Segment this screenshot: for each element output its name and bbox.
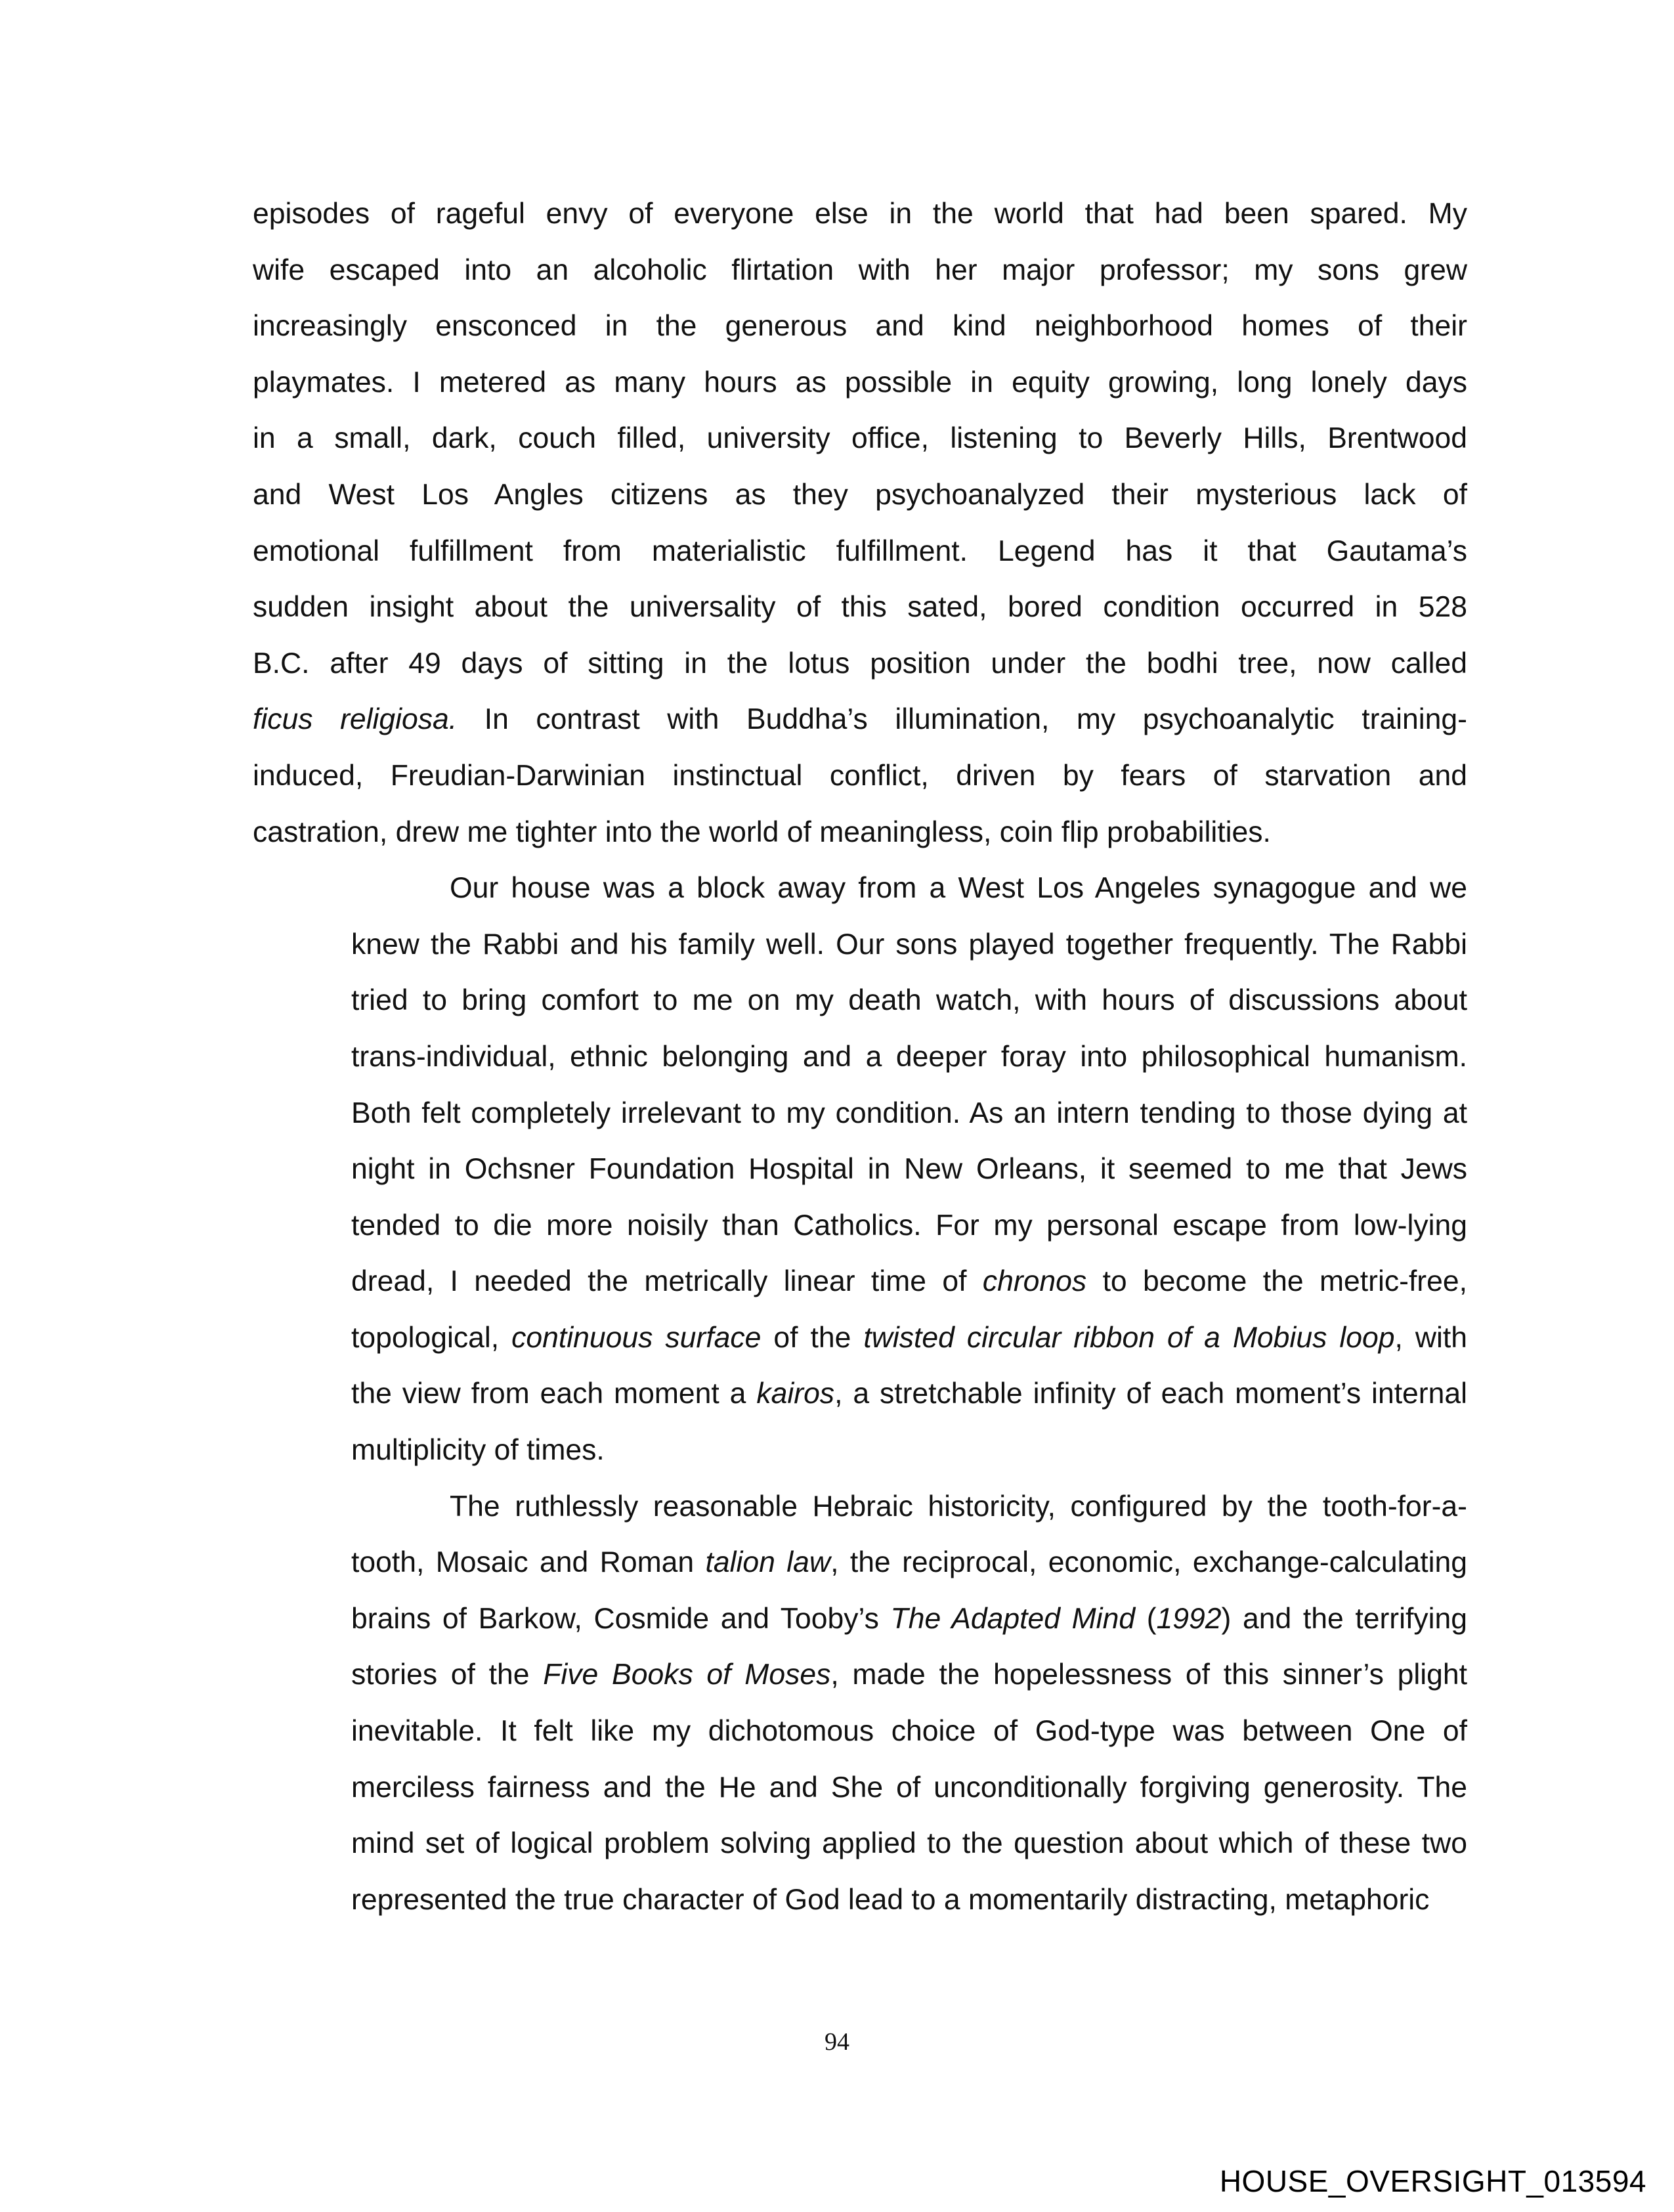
bates-stamp: HOUSE_OVERSIGHT_013594 [1219, 2164, 1646, 2198]
text-run: mind set of logical problem solving applied to the question about which of these two [351, 1827, 1467, 1860]
text-run: brains of Barkow, Cosmide and Tooby’s [351, 1602, 891, 1635]
italic-text: Five Books of Moses [543, 1659, 831, 1691]
text-line [253, 1141, 1467, 1198]
italic-text: talion law [705, 1546, 831, 1579]
text-line [253, 186, 1467, 242]
text-run: tended to die more noisily than Catholics. For my personal escape from low-lying [351, 1209, 1467, 1242]
italic-text: chronos [982, 1265, 1087, 1298]
text-run: ( [1135, 1602, 1157, 1635]
text-run: sudden insight about the universality of this sated, bored condition occurred in 528 [253, 591, 1467, 624]
text-run: in a small, dark, couch filled, university office, listening to Beverly Hills, Brentwood [253, 422, 1467, 455]
text-run: and West Los Angles citizens as they psychoanalyzed their mysterious lack of [253, 478, 1467, 511]
text-run: induced, Freudian-Darwinian instinctual conflict, driven by fears of starvation and [253, 759, 1467, 792]
text-line [253, 1647, 1467, 1703]
paragraph [253, 1479, 1467, 1928]
text-line [253, 1198, 1467, 1254]
text-run: multiplicity of times. [351, 1434, 605, 1467]
text-line [253, 1591, 1467, 1647]
text-run: tried to bring comfort to me on my death watch, with hours of discussions about [351, 984, 1467, 1017]
text-run: to become the metric-free, [1086, 1265, 1467, 1298]
italic-text: The Adapted Mind [890, 1602, 1136, 1635]
text-line [253, 298, 1467, 355]
text-line [253, 1310, 1467, 1366]
text-run: , made the hopelessness of this sinner’s plight [830, 1659, 1467, 1691]
text-run: In contrast with Buddha’s illumination, my psychoanalytic training- [457, 703, 1467, 736]
text-run: tooth, Mosaic and Roman [351, 1546, 706, 1579]
text-run: the view from each moment a [351, 1377, 757, 1410]
italic-text: twisted circular ribbon of a Mobius loop [863, 1321, 1395, 1354]
text-line [253, 1703, 1467, 1760]
text-line [253, 579, 1467, 636]
text-run: merciless fairness and the He and She of unconditionally forgiving generosity. The [351, 1771, 1467, 1804]
text-run: , the reciprocal, economic, exchange-calculating [830, 1546, 1467, 1579]
text-run: The ruthlessly reasonable Hebraic historicity, configured by the tooth-for-a- [450, 1490, 1467, 1523]
text-line [253, 523, 1467, 580]
text-run: night in Ochsner Foundation Hospital in New Orleans, it seemed to me that Jews [351, 1153, 1467, 1186]
paragraph [253, 860, 1467, 1479]
text-line [253, 972, 1467, 1029]
text-line [253, 1253, 1467, 1310]
text-run: trans-individual, ethnic belonging and a deeper foray into philosophical humanism. [351, 1040, 1467, 1073]
text-run: increasingly ensconced in the generous and kind neighborhood homes of their [253, 310, 1467, 343]
text-line [253, 1815, 1467, 1872]
text-line [253, 410, 1467, 467]
text-run: ) and the terrifying [1221, 1602, 1468, 1635]
text-line [253, 1422, 1467, 1479]
text-line [253, 242, 1467, 299]
text-line [253, 748, 1467, 804]
italic-text: 1992 [1156, 1602, 1222, 1635]
text-line [253, 1029, 1467, 1085]
text-run: castration, drew me tighter into the world of meaningless, coin flip probabilities. [253, 815, 1271, 848]
text-run: playmates. I metered as many hours as possible in equity growing, long lonely days [253, 366, 1467, 399]
text-run: stories of the [351, 1659, 544, 1691]
text-line [253, 1085, 1467, 1142]
text-line [253, 1479, 1467, 1535]
text-line [253, 636, 1467, 692]
paragraph [253, 186, 1467, 860]
text-run: , with [1394, 1321, 1467, 1354]
text-run: episodes of rageful envy of everyone else in the world that had been spared. My [253, 198, 1467, 230]
italic-text: continuous surface [511, 1321, 762, 1354]
text-run: B.C. after 49 days of sitting in the lotus position under the bodhi tree, now called [253, 647, 1467, 680]
text-run: knew the Rabbi and his family well. Our sons played together frequently. The Rabbi [351, 928, 1467, 961]
text-line [253, 917, 1467, 973]
italic-text: kairos [756, 1377, 835, 1410]
text-run: , a stretchable infinity of each moment’s internal [834, 1377, 1468, 1410]
text-run: represented the true character of God lead to a momentarily distracting, metaphoric [351, 1883, 1430, 1916]
text-run: inevitable. It felt like my dichotomous choice of God-type was between One of [351, 1715, 1467, 1748]
body-text [253, 186, 1467, 1928]
text-run: topological, [351, 1321, 512, 1354]
text-line [253, 804, 1467, 861]
text-line [253, 1760, 1467, 1816]
text-run: Both felt completely irrelevant to my condition. As an intern tending to those dying at [351, 1096, 1467, 1129]
text-run: of the [761, 1321, 864, 1354]
text-line [253, 860, 1467, 917]
text-run: wife escaped into an alcoholic flirtation with her major professor; my sons grew [253, 253, 1467, 286]
text-line [253, 691, 1467, 748]
text-run: Our house was a block away from a West Los Angeles synagogue and we [450, 872, 1467, 905]
text-line [253, 355, 1467, 411]
text-line [253, 1366, 1467, 1422]
text-line [253, 1872, 1467, 1928]
text-line [253, 467, 1467, 523]
text-run: dread, I needed the metrically linear time of [351, 1265, 983, 1298]
text-line [253, 1534, 1467, 1591]
text-run: emotional fulfillment from materialistic fulfillment. Legend has it that Gautama’s [253, 534, 1467, 567]
page-number: 94 [825, 2028, 849, 2056]
italic-text: ficus religiosa. [253, 703, 458, 736]
